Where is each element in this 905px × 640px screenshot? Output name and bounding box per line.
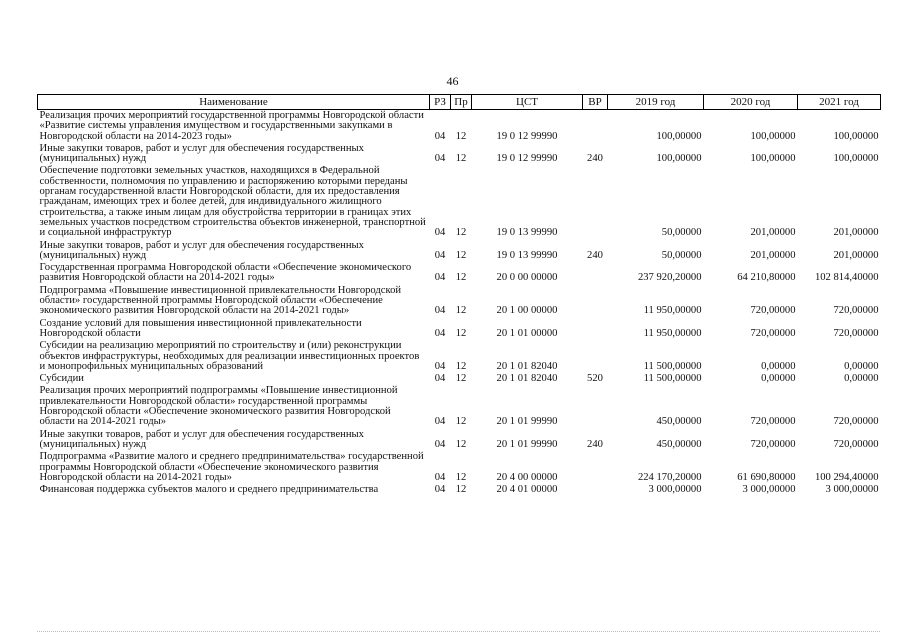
row-2020: 720,00000 xyxy=(750,327,796,339)
row-2019: 11 500,00000 xyxy=(643,373,702,385)
row-2020: 720,00000 xyxy=(750,416,796,428)
row-rz: 04 xyxy=(434,153,446,165)
row-2019: 3 000,00000 xyxy=(648,484,702,496)
table-row xyxy=(38,318,881,341)
row-name: Субсидии на реализацию мероприятий по строительству и (или) реконструкции объектов инфраструктуры, необходимых для реализации инвестиционных проектов и монопрофильных муниципальных образований xyxy=(39,340,420,372)
header-2021: 2021 год xyxy=(798,95,881,110)
row-pr: 12 xyxy=(455,471,467,483)
row-pr: 12 xyxy=(455,249,467,261)
row-2021: 3 000,00000 xyxy=(825,484,879,496)
header-pr: Пр xyxy=(451,95,472,110)
table-row xyxy=(38,340,881,373)
table-row xyxy=(38,143,881,166)
row-vr: 240 xyxy=(587,153,603,165)
row-name: Государственная программа Новгородской области «Обеспечение экономического развития Новгородской области на 2014-2021 годы» xyxy=(39,262,412,284)
row-name: Иные закупки товаров, работ и услуг для обеспечения государственных (муниципальных) нужд xyxy=(39,428,364,450)
row-2020: 64 210,80000 xyxy=(737,272,796,284)
row-2020: 0,00000 xyxy=(761,373,796,385)
table-row xyxy=(38,429,881,452)
table-row xyxy=(38,240,881,263)
row-cst: 20 4 00 00000 xyxy=(496,471,558,483)
row-2021: 0,00000 xyxy=(844,373,879,385)
row-2021: 201,00000 xyxy=(833,249,879,261)
row-2019: 50,00000 xyxy=(661,249,702,261)
row-2021: 100 294,40000 xyxy=(814,471,879,483)
row-vr xyxy=(583,165,608,239)
table-row xyxy=(38,385,881,428)
row-2019: 100,00000 xyxy=(656,130,702,142)
row-vr xyxy=(583,484,608,496)
row-pr: 12 xyxy=(455,130,467,142)
row-rz: 04 xyxy=(434,360,446,372)
row-cst: 19 0 12 99990 xyxy=(496,130,558,142)
row-pr: 12 xyxy=(455,272,467,284)
row-2019: 237 920,20000 xyxy=(637,272,702,284)
row-pr: 12 xyxy=(455,416,467,428)
budget-table-container xyxy=(37,94,880,496)
row-vr xyxy=(583,110,608,143)
table-row xyxy=(38,373,881,385)
row-2020: 100,00000 xyxy=(750,130,796,142)
row-rz: 04 xyxy=(434,130,446,142)
row-vr xyxy=(583,262,608,285)
row-vr: 520 xyxy=(587,373,603,385)
row-2020: 61 690,80000 xyxy=(737,471,796,483)
row-2020: 201,00000 xyxy=(750,227,796,239)
row-2021: 201,00000 xyxy=(833,227,879,239)
row-2021: 100,00000 xyxy=(833,153,879,165)
row-2021: 720,00000 xyxy=(833,416,879,428)
table-row xyxy=(38,451,881,484)
row-2021: 720,00000 xyxy=(833,305,879,317)
row-rz: 04 xyxy=(434,471,446,483)
row-2021: 0,00000 xyxy=(844,360,879,372)
row-rz: 04 xyxy=(434,438,446,450)
row-vr: 240 xyxy=(587,249,603,261)
row-name: Обеспечение подготовки земельных участков, находящихся в Федеральной собственности, полномочия по управлению и распоряжению которыми переданы органам государственной власти Новгородской области, для их предоставления гражданам, имеющих трех и более детей, для индивидуального жилищного строительства, а также иным лицам для обустройства территории в границах этих земельных участков посредством строительства объектов инженерной, транспортной и социальной инфраструктур xyxy=(39,165,426,239)
row-2020: 100,00000 xyxy=(750,153,796,165)
row-cst: 20 1 01 99990 xyxy=(496,438,558,450)
table-row xyxy=(38,110,881,143)
row-2019: 11 950,00000 xyxy=(643,305,702,317)
table-row xyxy=(38,165,881,239)
row-name: Подпрограмма «Развитие малого и среднего предпринимательства» государственной программы Новгородской области «Обеспечение экономического развития Новгородской области на 2014-2021 годы» xyxy=(39,451,424,483)
row-2019: 11 950,00000 xyxy=(643,327,702,339)
table-row xyxy=(38,262,881,285)
row-2020: 3 000,00000 xyxy=(742,484,796,496)
row-cst: 20 1 01 82040 xyxy=(496,360,558,372)
row-name: Создание условий для повышения инвестиционной привлекательности Новгородской области xyxy=(39,317,362,339)
row-pr: 12 xyxy=(455,484,467,496)
row-name: Субсидии xyxy=(39,373,84,385)
header-2020: 2020 год xyxy=(704,95,798,110)
row-name: Иные закупки товаров, работ и услуг для обеспечения государственных (муниципальных) нужд xyxy=(39,142,364,165)
row-cst: 20 4 01 00000 xyxy=(496,484,558,496)
header-vr: ВР xyxy=(583,95,608,110)
row-2019: 450,00000 xyxy=(656,438,702,450)
row-2021: 100,00000 xyxy=(833,130,879,142)
row-name: Иные закупки товаров, работ и услуг для обеспечения государственных (муниципальных) нужд xyxy=(39,239,364,261)
row-2020: 0,00000 xyxy=(761,360,796,372)
page-bottom-edge xyxy=(37,631,880,632)
row-2020: 720,00000 xyxy=(750,438,796,450)
table-body xyxy=(38,110,881,497)
row-name: Реализация прочих мероприятий государственной программы Новгородской области «Развитие системы управления имуществом и государственными закупками в Новгородской области на 2014-2023 годы» xyxy=(39,110,424,142)
table-header-row xyxy=(38,95,881,110)
row-vr xyxy=(583,318,608,341)
row-rz: 04 xyxy=(434,305,446,317)
row-pr: 12 xyxy=(455,327,467,339)
row-2019: 100,00000 xyxy=(656,153,702,165)
row-pr: 12 xyxy=(455,360,467,372)
row-rz: 04 xyxy=(434,416,446,428)
header-cst: ЦСТ xyxy=(472,95,583,110)
row-rz: 04 xyxy=(434,227,446,239)
row-rz: 04 xyxy=(434,373,446,385)
row-vr xyxy=(583,340,608,373)
row-name: Финансовая поддержка субъектов малого и среднего предпринимательства xyxy=(39,484,379,496)
row-cst: 20 1 00 00000 xyxy=(496,305,558,317)
row-name: Подпрограмма «Повышение инвестиционной привлекательности Новгородской области» государственной программы Новгородской области «Обеспечение экономического развития Новгородской области на 2014-2021 годы» xyxy=(39,284,402,317)
row-pr: 12 xyxy=(455,305,467,317)
row-2019: 450,00000 xyxy=(656,416,702,428)
row-cst: 19 0 12 99990 xyxy=(496,153,558,165)
header-rz: РЗ xyxy=(430,95,451,110)
row-2020: 720,00000 xyxy=(750,305,796,317)
row-pr: 12 xyxy=(455,438,467,450)
row-2019: 50,00000 xyxy=(661,227,702,239)
row-vr xyxy=(583,451,608,484)
row-2019: 11 500,00000 xyxy=(643,360,702,372)
row-rz: 04 xyxy=(434,484,446,496)
row-pr: 12 xyxy=(455,227,467,239)
row-2021: 102 814,40000 xyxy=(814,272,879,284)
budget-table xyxy=(37,94,881,496)
row-cst: 20 1 01 99990 xyxy=(496,416,558,428)
row-vr xyxy=(583,385,608,428)
row-rz: 04 xyxy=(434,327,446,339)
row-cst: 20 1 01 00000 xyxy=(496,327,558,339)
page-number: 46 xyxy=(446,74,459,88)
row-rz: 04 xyxy=(434,249,446,261)
row-2019: 224 170,20000 xyxy=(637,471,702,483)
row-2021: 720,00000 xyxy=(833,327,879,339)
table-row xyxy=(38,285,881,318)
row-pr: 12 xyxy=(455,153,467,165)
table-row xyxy=(38,484,881,496)
header-2019: 2019 год xyxy=(608,95,704,110)
row-cst: 20 0 00 00000 xyxy=(496,272,558,284)
row-cst: 19 0 13 99990 xyxy=(496,249,558,261)
row-vr xyxy=(583,285,608,318)
header-name: Наименование xyxy=(38,95,430,110)
row-cst: 19 0 13 99990 xyxy=(496,227,558,239)
row-rz: 04 xyxy=(434,272,446,284)
row-name: Реализация прочих мероприятий подпрограммы «Повышение инвестиционной привлекательности Новгородской области» государственной программы Новгородской области «Обеспечение экономического развития Новгородской области на 2014-2021 годы» xyxy=(39,385,398,428)
row-cst: 20 1 01 82040 xyxy=(496,373,558,385)
row-pr: 12 xyxy=(455,373,467,385)
row-vr: 240 xyxy=(587,438,603,450)
row-2020: 201,00000 xyxy=(750,249,796,261)
row-2021: 720,00000 xyxy=(833,438,879,450)
